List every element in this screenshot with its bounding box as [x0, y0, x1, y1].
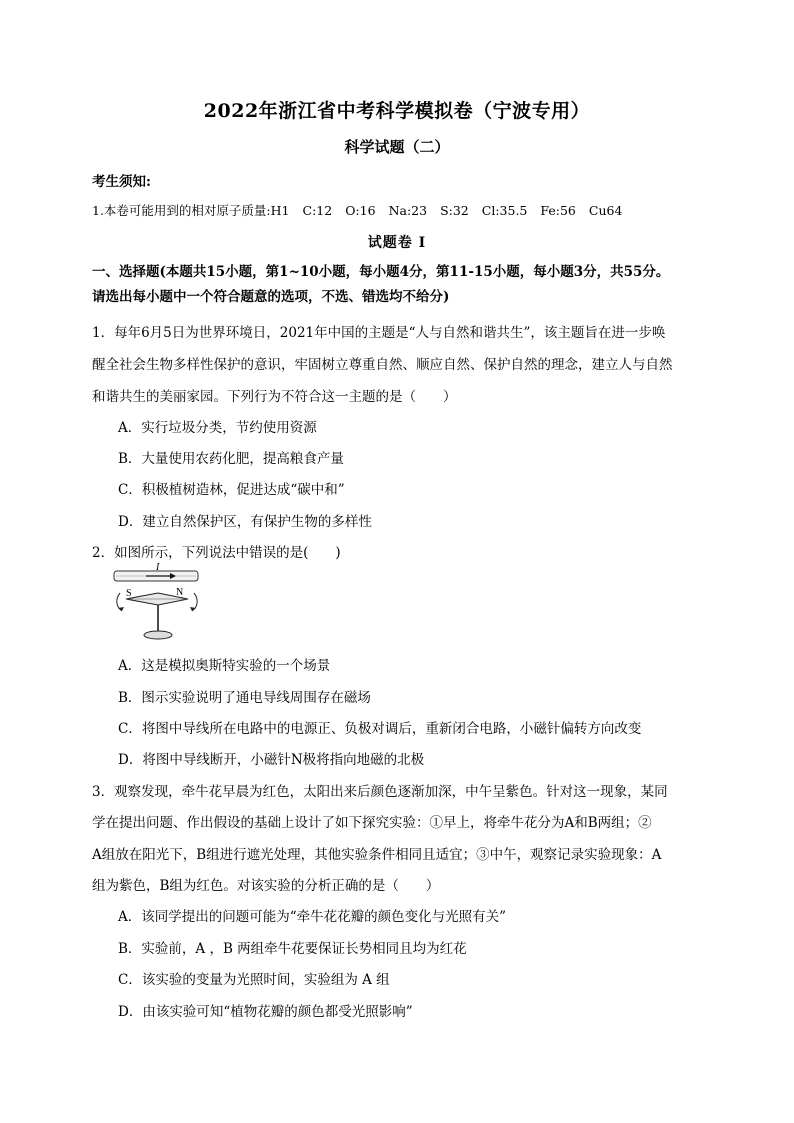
question-3-stem-line: 学在提出问题、作出假设的基础上设计了如下探究实验：①早上，将牵牛花分为A和B两组；② — [92, 815, 652, 831]
page-title: 2022年浙江省中考科学模拟卷（宁波专用） — [203, 100, 591, 122]
section-line: 请选出每小题中一个符合题意的选项，不选、错选均不给分) — [92, 289, 450, 305]
question-1-stem-line: 醒全社会生物多样性保护的意识，牢固树立尊重自然、顺应自然、保护自然的理念，建立人与自然 — [92, 357, 673, 373]
atomic-mass-item: O:16 — [345, 203, 376, 218]
paper-label: 试题卷 I — [367, 235, 427, 251]
notice-heading: 考生须知: — [92, 174, 151, 190]
atomic-mass-line — [92, 201, 635, 219]
question-1-option-b: B．大量使用农药化肥，提高粮食产量 — [118, 451, 344, 467]
question-3-option-a: A．该同学提出的问题可能为“牵牛花花瓣的颜色变化与光照有关” — [118, 909, 507, 925]
south-pole-label: S — [126, 588, 132, 599]
oersted-experiment-figure — [112, 563, 202, 645]
atomic-mass-item: Cl:35.5 — [481, 203, 528, 218]
question-3-stem-line: A组放在阳光下，B组进行遮光处理，其他实验条件相同且适宜；③中午，观察记录实验现象：A — [92, 847, 662, 863]
question-3-stem-line: 组为紫色，B组为红色。对该实验的分析正确的是（ ） — [92, 878, 440, 894]
atomic-mass-item: Na:23 — [388, 203, 428, 218]
question-2-option-c: C．将图中导线所在电路中的电源正、负极对调后，重新闭合电路，小磁针偏转方向改变 — [118, 721, 642, 737]
page-subtitle: 科学试题（二） — [344, 138, 450, 156]
question-2-stem-line: 2．如图所示，下列说法中错误的是( ) — [92, 545, 341, 561]
current-label: I — [156, 563, 160, 573]
question-1-stem-line: 和谐共生的美丽家园。下列行为不符合这一主题的是（ ） — [92, 389, 457, 405]
question-1-stem-line: 1．每年6月5日为世界环境日，2021年中国的主题是“人与自然和谐共生”，该主题旨在进一步唤 — [92, 325, 666, 341]
section-heading — [92, 260, 712, 310]
section-line: 一、选择题(本题共15小题，第1~10小题，每小题4分，第11-15小题，每小题3分，共55分。 — [92, 264, 670, 280]
atomic-mass-item: Fe:56 — [540, 203, 576, 218]
question-1-option-c: C．积极植树造林，促进达成“碳中和” — [118, 482, 345, 498]
atomic-mass-item: Cu64 — [588, 203, 623, 218]
atomic-mass-item: H1 — [270, 203, 290, 218]
question-3-stem-line: 3．观察发现，牵牛花早晨为红色，太阳出来后颜色逐渐加深，中午呈紫色。针对这一现象，某同 — [92, 784, 668, 800]
question-1-option-d: D．建立自然保护区，有保护生物的多样性 — [118, 514, 372, 530]
atomic-mass-label: 1.本卷可能用到的相对原子质量: — [92, 203, 271, 218]
question-3-option-d: D．由该实验可知“植物花瓣的颜色都受光照影响” — [118, 1004, 413, 1020]
question-2-option-b: B．图示实验说明了通电导线周围存在磁场 — [118, 690, 371, 706]
question-1-option-a: A．实行垃圾分类，节约使用资源 — [118, 420, 317, 436]
question-2-option-a: A．这是模拟奥斯特实验的一个场景 — [118, 658, 331, 674]
north-pole-label: N — [176, 587, 184, 598]
question-2-option-d: D．将图中导线断开，小磁针N极将指向地磁的北极 — [118, 752, 425, 768]
question-3-option-c: C．该实验的变量为光照时间，实验组为 A 组 — [118, 972, 390, 988]
atomic-mass-item: S:32 — [440, 203, 469, 218]
atomic-mass-item: C:12 — [302, 203, 333, 218]
question-3-option-b: B．实验前，A ，B 两组牵牛花要保证长势相同且均为红花 — [118, 941, 467, 957]
